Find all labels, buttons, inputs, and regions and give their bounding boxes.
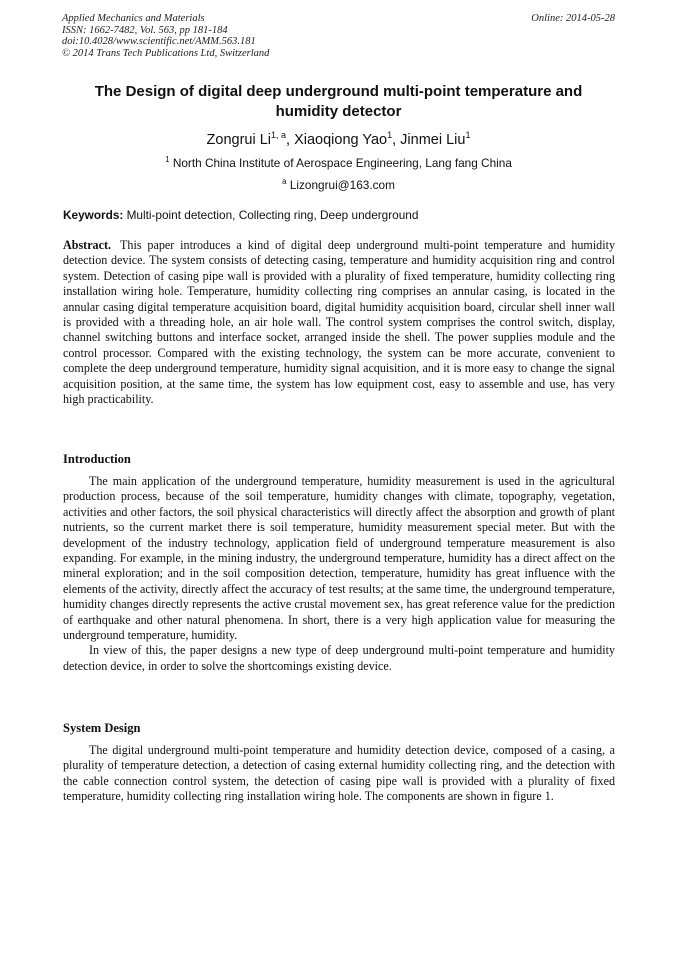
keywords-text: Multi-point detection, Collecting ring, Deep underground: [126, 208, 419, 222]
paragraph: The digital underground multi-point temperature and humidity detection device, composed of a casing, a plurality of temperature detection, a detection of casing external humidity collecting ring, and the detection with the cable connection control system, the detection of casing pipe wall is provided with a plurality of fixed temperature, humidity collecting ring installation wiring hole. The components are shown in figure 1.: [63, 743, 615, 804]
keywords-label: Keywords:: [63, 208, 124, 222]
author-name: Jinmei Liu: [400, 132, 466, 148]
author-name: Zongrui Li: [206, 132, 272, 148]
journal-name: Applied Mechanics and Materials: [62, 13, 205, 24]
author-name: Xiaoqiong Yao: [294, 132, 388, 148]
email-address[interactable]: Lizongrui@163.com: [289, 178, 395, 192]
issn-line: ISSN: 1662-7482, Vol. 563, pp 181-184: [62, 24, 228, 36]
author-affiliation-marker: 1, a: [271, 130, 287, 140]
author-affiliation-marker: 1: [387, 130, 393, 140]
introduction-heading: Introduction: [63, 452, 131, 466]
affiliation-marker: 1: [165, 155, 170, 164]
system-design-heading: System Design: [63, 721, 141, 735]
paper-title: The Design of digital deep underground multi-point temperature and humidity detector: [94, 83, 583, 120]
online-date-text: Online: 2014-05-28: [531, 13, 615, 24]
copyright-line: © 2014 Trans Tech Publications Ltd, Switzerland: [62, 47, 270, 59]
paragraph: The main application of the underground temperature, humidity measurement is used in the agricultural production process, because of the soil temperature, humidity changes with climate, topography, vegetation, activities and other factors, the soil physical characteristics will directly affect the absorption and growth of plant nutrients, so the current market there is soil temperature, humidity measurement special meter. But with the development of the industry technology, application field of underground temperature measurement is also expanding. For example, in the mining industry, the underground temperature, humidity has a direct affect on the mineral exploration; and in the soil composition detection, temperature, humidity has great influence with the elements of the activity, directly affect the accuracy of test results; at the same time, the underground temperature, humidity changes directly represents the active crustal movement sex, has great reference value for the prediction of earthquake and other natural phenomena. In short, there is a very high application value for measuring the underground temperature, humidity.: [63, 474, 615, 643]
system-design-body: [63, 743, 615, 805]
abstract: [63, 238, 615, 407]
online-date: [531, 13, 615, 25]
doi-line: doi:10.4028/www.scientific.net/AMM.563.181: [62, 36, 256, 48]
affiliation: [62, 156, 615, 171]
abstract-label: Abstract.: [63, 238, 112, 252]
paragraph: In view of this, the paper designs a new type of deep underground multi-point temperature and humidity detection device, in order to solve the shortcomings existing device.: [63, 643, 615, 673]
author-list: [62, 131, 615, 149]
affiliation-text: North China Institute of Aerospace Engineering, Lang fang China: [172, 156, 512, 170]
abstract-text: This paper introduces a kind of digital deep underground multi-point temperature and humidity detection device. The system consists of detecting casing, temperature and humidity acquisition ring and control system. Detection of casing pipe wall is provided with a plurality of fixed temperature, humidity collecting ring installation wiring hole. Temperature, humidity collecting ring comprises an annular casing, is located in the annular casing digital temperature acquisition board, digital humidity acquisition board, circular shell inner wall is provided with a threading hole, an air hole wall. The control system comprises the control switch, display, channel switching buttons and interface socket, arranged inside the shell. The power supplies module and the control processor. Compared with the existing technology, the system can be more accurate, convenient to complete the deep underground temperature, humidity signal acquisition, and it is more easy to change the signal acquisition position, at the same time, the system has low equipment cost, easy to assemble and use, has very high practicability.: [63, 238, 615, 407]
author-affiliation-marker: 1: [465, 130, 471, 140]
author-email: [62, 178, 615, 193]
email-marker: a: [282, 177, 287, 186]
author-separator: ,: [286, 132, 295, 148]
journal-header: [62, 13, 269, 59]
introduction-body: [63, 474, 615, 674]
author-separator: ,: [392, 132, 401, 148]
keywords: [63, 208, 616, 223]
